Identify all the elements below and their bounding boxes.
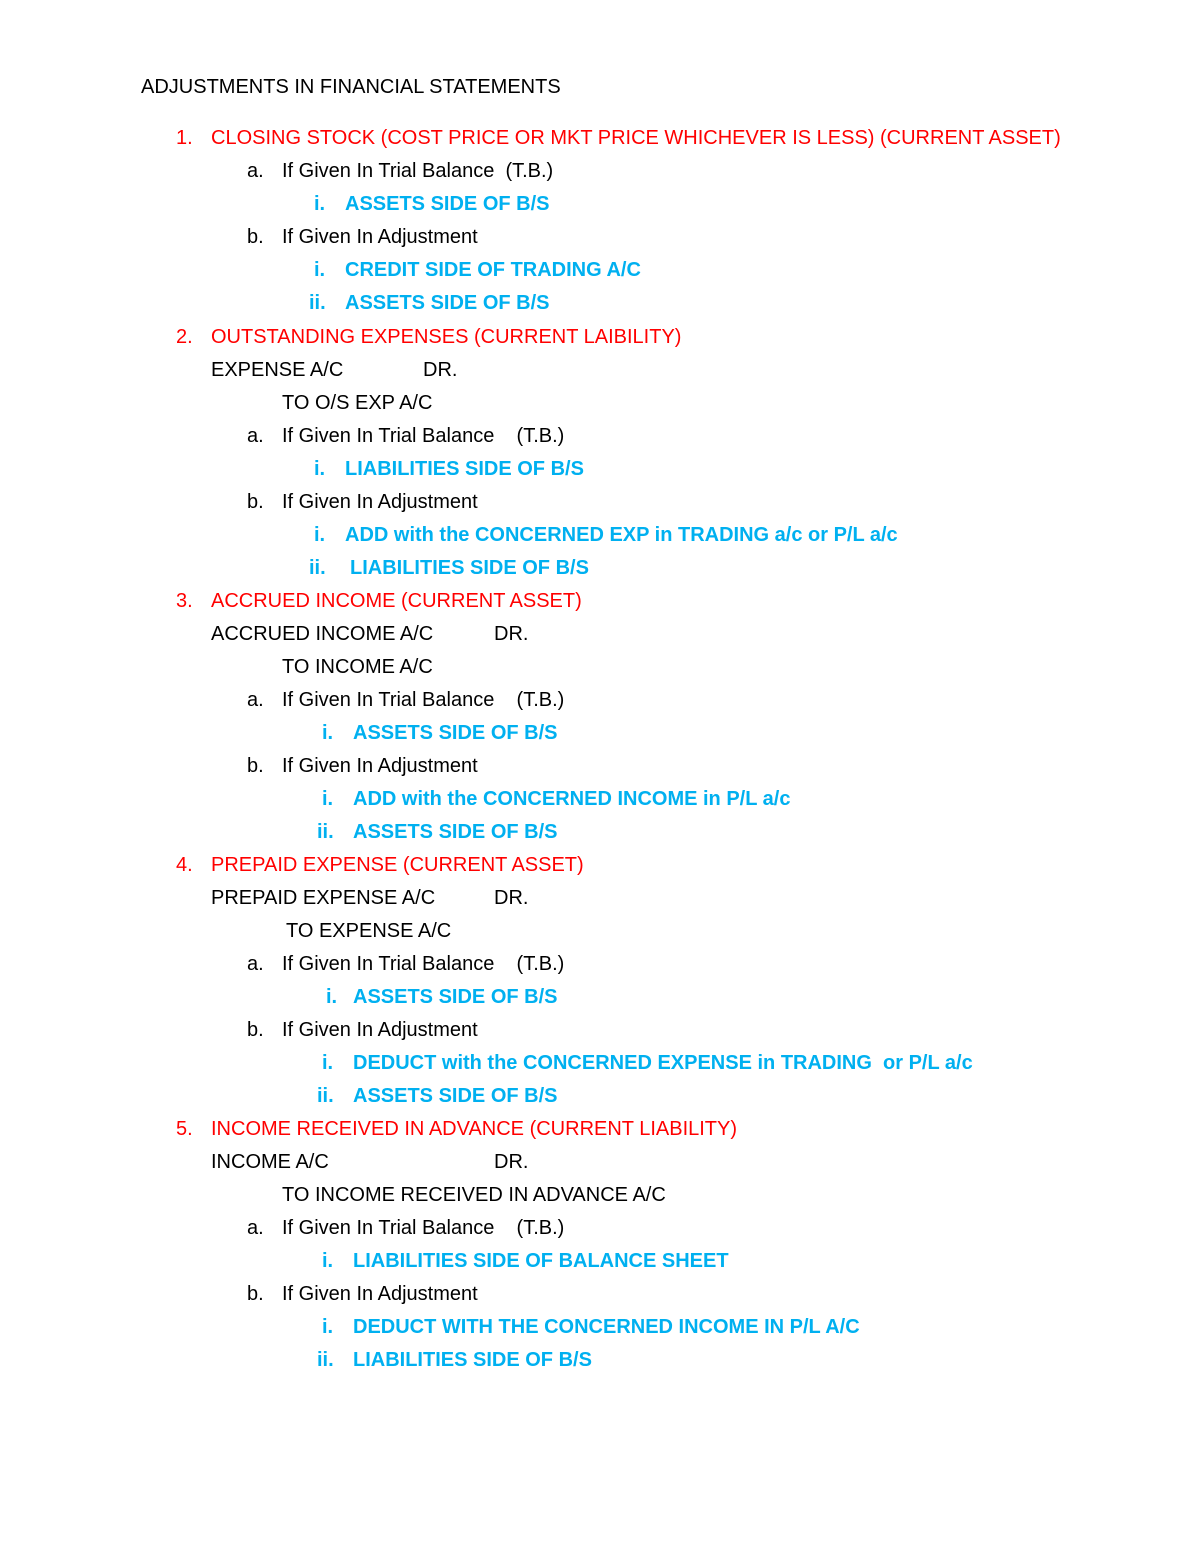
item-marker: i. <box>326 986 338 1008</box>
item-marker: ii. <box>317 1349 334 1371</box>
journal-debit-account: ACCRUED INCOME A/C <box>211 623 434 645</box>
item-text: ASSETS SIDE OF B/S <box>353 821 558 843</box>
sub-marker: b. <box>247 1283 264 1305</box>
section-heading: PREPAID EXPENSE (CURRENT ASSET) <box>211 854 584 876</box>
item-text: LIABILITIES SIDE OF B/S <box>353 1349 592 1371</box>
item-text: ASSETS SIDE OF B/S <box>345 193 550 215</box>
sub-label-trial-balance: If Given In Trial Balance (T.B.) <box>282 160 554 182</box>
journal-credit-account: TO EXPENSE A/C <box>286 920 452 942</box>
sub-marker: b. <box>247 755 264 777</box>
sub-label-adjustment: If Given In Adjustment <box>282 491 478 513</box>
sub-label-trial-balance: If Given In Trial Balance (T.B.) <box>282 425 565 447</box>
item-text: DEDUCT with the CONCERNED EXPENSE in TRADING or P/L a/c <box>353 1052 973 1074</box>
item-text: LIABILITIES SIDE OF BALANCE SHEET <box>353 1250 729 1272</box>
item-marker: i. <box>322 722 334 744</box>
item-marker: ii. <box>317 821 334 843</box>
item-text: ADD with the CONCERNED INCOME in P/L a/c <box>353 788 791 810</box>
sub-marker: b. <box>247 226 264 248</box>
sub-label-adjustment: If Given In Adjustment <box>282 1019 478 1041</box>
section-number: 2. <box>176 326 193 348</box>
section-heading: CLOSING STOCK (COST PRICE OR MKT PRICE WHICHEVER IS LESS) (CURRENT ASSET) <box>211 127 1061 149</box>
sub-marker: a. <box>247 425 264 447</box>
journal-debit-account: PREPAID EXPENSE A/C <box>211 887 436 909</box>
sub-marker: b. <box>247 1019 264 1041</box>
journal-dr-label: DR. <box>494 1151 529 1173</box>
section-heading: INCOME RECEIVED IN ADVANCE (CURRENT LIABILITY) <box>211 1118 738 1140</box>
section-number: 5. <box>176 1118 193 1140</box>
item-marker: ii. <box>309 557 326 579</box>
journal-credit-account: TO INCOME RECEIVED IN ADVANCE A/C <box>282 1184 666 1206</box>
sub-label-trial-balance: If Given In Trial Balance (T.B.) <box>282 953 565 975</box>
section-heading: ACCRUED INCOME (CURRENT ASSET) <box>211 590 582 612</box>
item-text: ASSETS SIDE OF B/S <box>353 722 558 744</box>
sub-marker: b. <box>247 491 264 513</box>
item-marker: i. <box>314 524 326 546</box>
item-text: ADD with the CONCERNED EXP in TRADING a/c or P/L a/c <box>345 524 898 546</box>
item-text: ASSETS SIDE OF B/S <box>353 1085 558 1107</box>
item-marker: i. <box>322 1250 334 1272</box>
sub-marker: a. <box>247 160 264 182</box>
journal-credit-account: TO INCOME A/C <box>282 656 433 678</box>
journal-debit-account: INCOME A/C <box>211 1151 329 1173</box>
journal-credit-account: TO O/S EXP A/C <box>282 392 433 414</box>
journal-debit-account: EXPENSE A/C <box>211 359 344 381</box>
sub-marker: a. <box>247 953 264 975</box>
journal-dr-label: DR. <box>494 623 529 645</box>
item-text: LIABILITIES SIDE OF B/S <box>350 557 589 579</box>
item-marker: i. <box>322 1052 334 1074</box>
sub-label-adjustment: If Given In Adjustment <box>282 755 478 777</box>
item-marker: i. <box>314 458 326 480</box>
item-text: DEDUCT WITH THE CONCERNED INCOME IN P/L A/C <box>353 1316 860 1338</box>
document-title: ADJUSTMENTS IN FINANCIAL STATEMENTS <box>141 76 561 98</box>
section-number: 3. <box>176 590 193 612</box>
item-text: ASSETS SIDE OF B/S <box>345 292 550 314</box>
journal-dr-label: DR. <box>494 887 529 909</box>
section-heading: OUTSTANDING EXPENSES (CURRENT LAIBILITY) <box>211 326 682 348</box>
sub-label-trial-balance: If Given In Trial Balance (T.B.) <box>282 1217 565 1239</box>
item-text: CREDIT SIDE OF TRADING A/C <box>345 259 641 281</box>
item-marker: i. <box>322 1316 334 1338</box>
section-number: 1. <box>176 127 193 149</box>
sub-marker: a. <box>247 1217 264 1239</box>
item-marker: ii. <box>309 292 326 314</box>
sub-label-trial-balance: If Given In Trial Balance (T.B.) <box>282 689 565 711</box>
section-number: 4. <box>176 854 193 876</box>
item-text: LIABILITIES SIDE OF B/S <box>345 458 584 480</box>
item-marker: i. <box>322 788 334 810</box>
sub-label-adjustment: If Given In Adjustment <box>282 226 478 248</box>
sub-label-adjustment: If Given In Adjustment <box>282 1283 478 1305</box>
item-marker: ii. <box>317 1085 334 1107</box>
item-marker: i. <box>314 193 326 215</box>
journal-dr-label: DR. <box>423 359 458 381</box>
sub-marker: a. <box>247 689 264 711</box>
item-text: ASSETS SIDE OF B/S <box>353 986 558 1008</box>
item-marker: i. <box>314 259 326 281</box>
